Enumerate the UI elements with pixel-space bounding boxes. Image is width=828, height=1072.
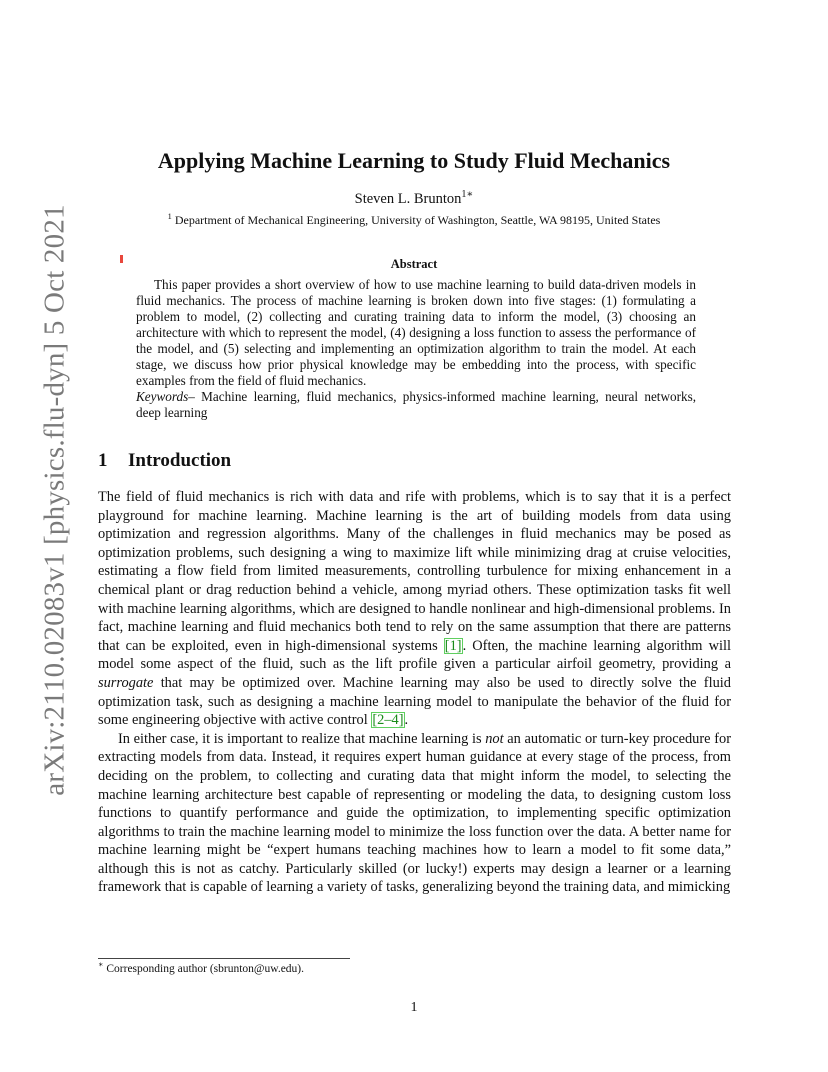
paper-title: Applying Machine Learning to Study Fluid Mechanics	[157, 148, 671, 173]
abstract-block	[136, 277, 696, 421]
section-number: 1	[98, 450, 108, 471]
p2-text-b: an automatic or turn-key procedure for extracting models from data. Instead, it requires expert human guidance at every stage of the process, from deciding on the problem, to collecting and curating data that might inform the model, to selecting the machine learning architecture best capable of representing or modeling the data, to designing custom loss functions to quantify performance and guide the optimization, to implementing specific optimization algorithms to train the machine learning model to minimize the loss function over the data. A better name for machine learning might be “expert humans teaching machines how to learn a model to fit some data,” although this is not as catchy. Particularly skilled (or lucky!) experts may design a learner or a learning framework that is capable of learning a variety of tasks, generalizing beyond the training data, and mimicking	[98, 730, 731, 896]
affiliation-line	[0, 213, 828, 228]
body-text	[98, 488, 731, 897]
p1-text-c: that may be optimized over. Machine learning may also be used to directly solve the fluid optimization task, such as designing a machine learning model to manipulate the behavior of the fluid for some engineering objective with active control	[98, 674, 731, 729]
author-marks: 1∗	[461, 189, 474, 201]
affiliation-mark: 1	[167, 212, 172, 221]
p1-text-b: . Often, the machine learning algorithm will model some aspect of the fluid, such as the lift profile given a particular airfoil geometry, providing a	[98, 637, 731, 673]
arxiv-identifier-stamp: arXiv:2110.02083v1 [physics.flu-dyn] 5 Oct 2021	[38, 204, 71, 796]
p1-text-a: The field of fluid mechanics is rich with data and rife with problems, which is to say that it is a perfect playground for machine learning. Machine learning is the art of building models from data using optimization and regression algorithms. Many of the challenges in fluid mechanics may be posed as optimization problems, such designing a wing to maximize lift while minimizing drag at cruise velocities, estimating a flow field from limited measurements, controlling turbulence for mixing enhancement in a chemical plant or drag reduction behind a vehicle, among myriad others. These optimization tasks fit well with machine learning algorithms, which are designed to handle nonlinear and high-dimensional problems. In fact, machine learning and fluid mechanics both tend to rely on the same assumption that there are patterns that can be exploited, even in high-dimensional systems	[98, 489, 731, 654]
footnote-mark: ∗	[98, 960, 104, 970]
paragraph-1	[98, 488, 731, 730]
citation-link-2-4[interactable]: [2–4]	[372, 712, 404, 729]
p1-text-d: .	[404, 712, 409, 729]
page-number: 1	[410, 1000, 418, 1015]
p2-text-a: In either case, it is important to realize that machine learning is	[118, 730, 486, 747]
footnote-text: Corresponding author (sbrunton@uw.edu).	[103, 963, 305, 975]
keywords-label: Keywords	[136, 389, 189, 404]
citation-link-1[interactable]: [1]	[444, 637, 462, 654]
author-name: Steven L. Brunton	[354, 191, 462, 207]
author-line	[0, 191, 828, 208]
paragraph-2	[98, 730, 731, 897]
section-heading	[98, 450, 231, 472]
footnote-divider	[98, 958, 350, 959]
abstract-heading: Abstract	[390, 257, 438, 271]
affiliation-text: Department of Mechanical Engineering, University of Washington, Seattle, WA 98195, United States	[171, 213, 661, 227]
p1-emphasis: surrogate	[98, 674, 154, 691]
section-title: Introduction	[128, 450, 232, 471]
keywords-text: – Machine learning, fluid mechanics, physics-informed machine learning, neural networks, deep learning	[136, 389, 696, 420]
footnote	[98, 960, 305, 975]
abstract-text: This paper provides a short overview of how to use machine learning to build data-driven models in fluid mechanics. The process of machine learning is broken down into five stages: (1) formulating a problem to model, (2) collecting and curating training data to inform the model, (3) choosing an architecture with which to represent the model, (4) designing a loss function to assess the performance of the model, and (5) selecting and implementing an optimization algorithm to train the model. At each stage, we discuss how prior physical knowledge may be embedding into the process, with specific examples from the field of fluid mechanics.	[136, 277, 696, 388]
p2-emphasis: not	[485, 730, 504, 747]
keywords-line	[136, 389, 696, 421]
